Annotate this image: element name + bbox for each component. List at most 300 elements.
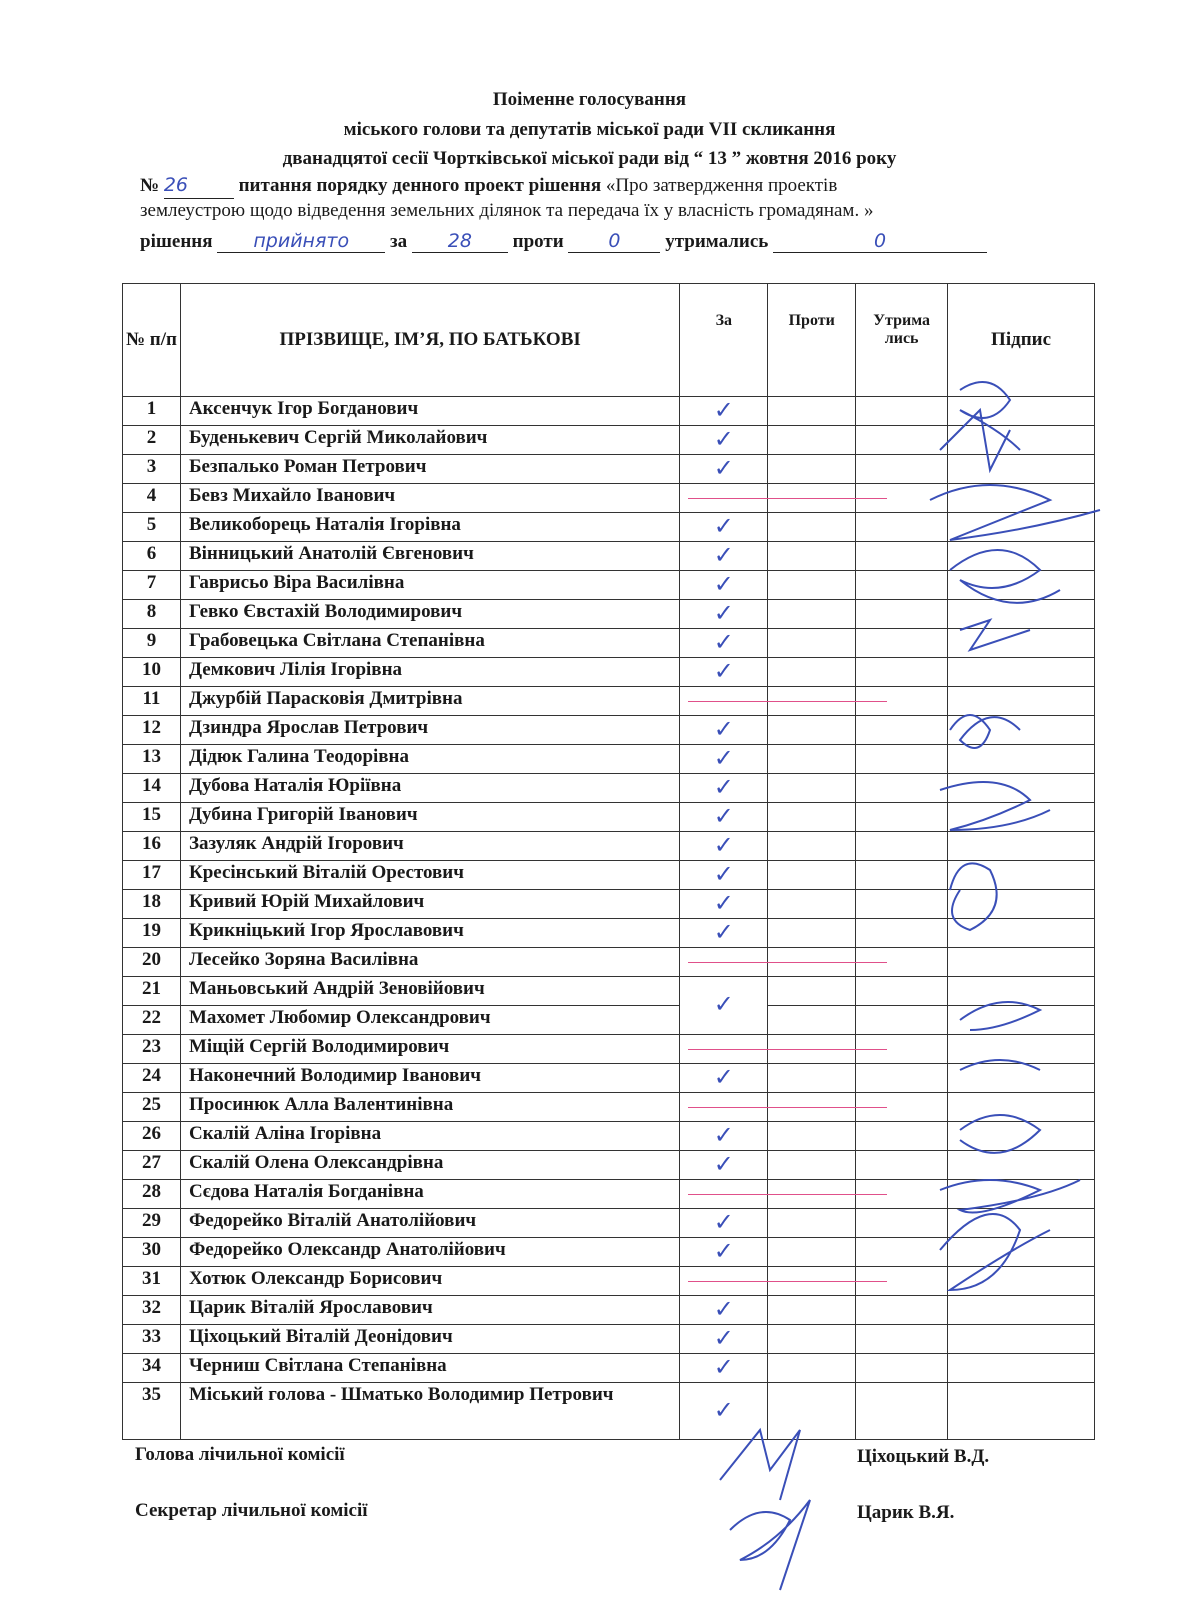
deputy-name: Джурбій Парасковія Дмитрівна bbox=[180, 687, 679, 716]
vote-za-cell bbox=[680, 1354, 768, 1383]
signature-cell bbox=[948, 687, 1095, 716]
table-row bbox=[123, 426, 1095, 455]
header-num: № п/п bbox=[123, 284, 181, 397]
voting-table bbox=[122, 283, 1095, 1440]
row-number: 11 bbox=[123, 687, 181, 716]
deputy-name: Грабовецька Світлана Степанівна bbox=[180, 629, 679, 658]
signature-cell bbox=[948, 600, 1095, 629]
vote-proty-cell bbox=[768, 803, 856, 832]
row-number: 22 bbox=[123, 1006, 181, 1035]
deputy-name: Аксенчук Ігор Богданович bbox=[180, 397, 679, 426]
vote-za-cell bbox=[680, 455, 768, 484]
table-row bbox=[123, 774, 1095, 803]
vote-za-cell bbox=[680, 426, 768, 455]
row-number: 15 bbox=[123, 803, 181, 832]
vote-proty-cell bbox=[768, 774, 856, 803]
utr-count: 0 bbox=[773, 230, 987, 253]
deputy-name: Лесейко Зоряна Василівна bbox=[180, 948, 679, 977]
vote-proty-cell bbox=[768, 1383, 856, 1440]
signature-cell bbox=[948, 1209, 1095, 1238]
vote-utr-cell bbox=[856, 571, 948, 600]
header-za: За bbox=[680, 284, 768, 397]
vote-utr-cell bbox=[856, 455, 948, 484]
vote-proty-cell bbox=[768, 397, 856, 426]
row-number: 2 bbox=[123, 426, 181, 455]
vote-utr-cell bbox=[856, 1122, 948, 1151]
vote-utr-cell bbox=[856, 1180, 948, 1209]
table-row bbox=[123, 629, 1095, 658]
commission-signatures bbox=[700, 1420, 840, 1600]
signature-cell bbox=[948, 513, 1095, 542]
vote-za-cell bbox=[680, 1267, 768, 1296]
vote-za-cell bbox=[680, 629, 768, 658]
checkmark-icon: ✓ bbox=[713, 453, 734, 482]
vote-za-cell bbox=[680, 600, 768, 629]
table-row bbox=[123, 1122, 1095, 1151]
deputy-name: Дубина Григорій Іванович bbox=[180, 803, 679, 832]
table-row bbox=[123, 861, 1095, 890]
signature-cell bbox=[948, 745, 1095, 774]
signature-cell bbox=[948, 1093, 1095, 1122]
vote-proty-cell bbox=[768, 861, 856, 890]
vote-proty-cell bbox=[768, 571, 856, 600]
deputy-name: Черниш Світлана Степанівна bbox=[180, 1354, 679, 1383]
table-row bbox=[123, 687, 1095, 716]
vote-utr-cell bbox=[856, 1238, 948, 1267]
signature-cell bbox=[948, 484, 1095, 513]
vote-proty-cell bbox=[768, 1093, 856, 1122]
row-number: 29 bbox=[123, 1209, 181, 1238]
table-row bbox=[123, 890, 1095, 919]
vote-za-cell bbox=[680, 687, 768, 716]
vote-proty-cell bbox=[768, 948, 856, 977]
table-row bbox=[123, 1151, 1095, 1180]
row-number: 23 bbox=[123, 1035, 181, 1064]
vote-proty-cell bbox=[768, 1122, 856, 1151]
table-row bbox=[123, 542, 1095, 571]
deputy-name: Дідюк Галина Теодорівна bbox=[180, 745, 679, 774]
row-number: 33 bbox=[123, 1325, 181, 1354]
checkmark-icon: ✓ bbox=[713, 743, 734, 772]
signature-cell bbox=[948, 1035, 1095, 1064]
deputy-name: Царик Віталій Ярославович bbox=[180, 1296, 679, 1325]
signature-cell bbox=[948, 1383, 1095, 1440]
deputy-name: Великоборець Наталія Ігорівна bbox=[180, 513, 679, 542]
utr-label: утримались bbox=[665, 231, 769, 252]
table-row bbox=[123, 1383, 1095, 1440]
table-header-row bbox=[123, 284, 1095, 397]
signature-cell bbox=[948, 426, 1095, 455]
checkmark-icon: ✓ bbox=[713, 990, 734, 1018]
row-number: 10 bbox=[123, 658, 181, 687]
table-row bbox=[123, 1209, 1095, 1238]
row-number: 30 bbox=[123, 1238, 181, 1267]
deputy-name: Скалій Аліна Ігорівна bbox=[180, 1122, 679, 1151]
signature-cell bbox=[948, 629, 1095, 658]
vote-utr-cell bbox=[856, 600, 948, 629]
signature-cell bbox=[948, 1325, 1095, 1354]
table-row bbox=[123, 658, 1095, 687]
vote-utr-cell bbox=[856, 1209, 948, 1238]
table-row bbox=[123, 832, 1095, 861]
checkmark-icon: ✓ bbox=[713, 656, 734, 685]
table-row bbox=[123, 1238, 1095, 1267]
table-row bbox=[123, 1296, 1095, 1325]
deputy-name: Наконечний Володимир Іванович bbox=[180, 1064, 679, 1093]
row-number: 3 bbox=[123, 455, 181, 484]
vote-utr-cell bbox=[856, 919, 948, 948]
signature-cell bbox=[948, 1151, 1095, 1180]
table-row bbox=[123, 1006, 1095, 1035]
row-number: 35 bbox=[123, 1383, 181, 1440]
checkmark-icon: ✓ bbox=[713, 830, 734, 859]
vote-proty-cell bbox=[768, 629, 856, 658]
table-row bbox=[123, 513, 1095, 542]
vote-za-cell bbox=[680, 774, 768, 803]
agenda-label: питання порядку денного проект рішення bbox=[238, 175, 602, 196]
deputy-name: Дубова Наталія Юріївна bbox=[180, 774, 679, 803]
vote-proty-cell bbox=[768, 426, 856, 455]
question-line bbox=[140, 172, 1092, 199]
signature-cell bbox=[948, 1267, 1095, 1296]
question-text-start: «Про затвердження проектів bbox=[605, 175, 838, 196]
vote-proty-cell bbox=[768, 919, 856, 948]
question-number-prefix: № bbox=[140, 175, 160, 196]
checkmark-icon: ✓ bbox=[713, 1352, 734, 1381]
row-number: 27 bbox=[123, 1151, 181, 1180]
signature-cell bbox=[948, 1064, 1095, 1093]
deputy-name: Гевко Євстахій Володимирович bbox=[180, 600, 679, 629]
deputy-name: Крикніцький Ігор Ярославович bbox=[180, 919, 679, 948]
row-number: 31 bbox=[123, 1267, 181, 1296]
vote-utr-cell bbox=[856, 1064, 948, 1093]
checkmark-icon: ✓ bbox=[713, 917, 734, 946]
document-title: Поіменне голосування bbox=[492, 89, 687, 110]
vote-za-cell bbox=[680, 1122, 768, 1151]
vote-za-cell bbox=[680, 571, 768, 600]
vote-proty-cell bbox=[768, 716, 856, 745]
vote-utr-cell bbox=[856, 890, 948, 919]
vote-proty-cell bbox=[768, 1296, 856, 1325]
vote-utr-cell bbox=[856, 397, 948, 426]
checkmark-icon: ✓ bbox=[713, 598, 734, 627]
deputy-name: Зазуляк Андрій Ігорович bbox=[180, 832, 679, 861]
vote-proty-cell bbox=[768, 1238, 856, 1267]
deputy-name: Маньовський Андрій Зеновійович bbox=[180, 977, 679, 1006]
decision-line bbox=[140, 230, 987, 253]
signature-cell bbox=[948, 1006, 1095, 1035]
deputy-name: Бевз Михайло Іванович bbox=[180, 484, 679, 513]
table-row bbox=[123, 455, 1095, 484]
vote-za-cell bbox=[680, 513, 768, 542]
signature-cell bbox=[948, 890, 1095, 919]
vote-utr-cell bbox=[856, 1267, 948, 1296]
checkmark-icon: ✓ bbox=[713, 1120, 734, 1149]
vote-za-cell bbox=[680, 1383, 768, 1440]
vote-za-cell bbox=[680, 1325, 768, 1354]
header-proty: Проти bbox=[768, 284, 856, 397]
vote-proty-cell bbox=[768, 1035, 856, 1064]
deputy-name: Федорейко Олександр Анатолійович bbox=[180, 1238, 679, 1267]
vote-za-cell bbox=[680, 803, 768, 832]
vote-utr-cell bbox=[856, 948, 948, 977]
vote-utr-cell bbox=[856, 1093, 948, 1122]
vote-za-cell bbox=[680, 977, 768, 1035]
vote-utr-cell bbox=[856, 426, 948, 455]
question-text-continuation: землеустрою щодо відведення земельних ділянок та передача їх у власність громадянам. » bbox=[140, 200, 874, 221]
row-number: 34 bbox=[123, 1354, 181, 1383]
row-number: 12 bbox=[123, 716, 181, 745]
table-row bbox=[123, 1180, 1095, 1209]
signature-cell bbox=[948, 571, 1095, 600]
checkmark-icon: ✓ bbox=[713, 714, 734, 743]
signature-cell bbox=[948, 1296, 1095, 1325]
checkmark-icon: ✓ bbox=[713, 395, 734, 424]
deputy-name: Вінницький Анатолій Євгенович bbox=[180, 542, 679, 571]
vote-proty-cell bbox=[768, 1006, 856, 1035]
table-row bbox=[123, 977, 1095, 1006]
vote-utr-cell bbox=[856, 803, 948, 832]
checkmark-icon: ✓ bbox=[713, 1323, 734, 1352]
vote-za-cell bbox=[680, 1151, 768, 1180]
checkmark-icon: ✓ bbox=[713, 569, 734, 598]
table-row bbox=[123, 484, 1095, 513]
vote-za-cell bbox=[680, 1296, 768, 1325]
deputy-name: Кривий Юрій Михайлович bbox=[180, 890, 679, 919]
row-number: 14 bbox=[123, 774, 181, 803]
checkmark-icon: ✓ bbox=[713, 540, 734, 569]
vote-za-cell bbox=[680, 542, 768, 571]
vote-za-cell bbox=[680, 890, 768, 919]
signature-cell bbox=[948, 455, 1095, 484]
vote-utr-cell bbox=[856, 484, 948, 513]
row-number: 24 bbox=[123, 1064, 181, 1093]
checkmark-icon: ✓ bbox=[713, 511, 734, 540]
checkmark-icon: ✓ bbox=[713, 772, 734, 801]
vote-za-cell bbox=[680, 658, 768, 687]
vote-utr-cell bbox=[856, 832, 948, 861]
vote-utr-cell bbox=[856, 1006, 948, 1035]
signature-cell bbox=[948, 948, 1095, 977]
vote-proty-cell bbox=[768, 832, 856, 861]
vote-utr-cell bbox=[856, 745, 948, 774]
vote-proty-cell bbox=[768, 1209, 856, 1238]
row-number: 18 bbox=[123, 890, 181, 919]
checkmark-icon: ✓ bbox=[713, 801, 734, 830]
table-row bbox=[123, 803, 1095, 832]
vote-za-cell bbox=[680, 1180, 768, 1209]
header-name: ПРІЗВИЩЕ, ІМ’Я, ПО БАТЬКОВІ bbox=[180, 284, 679, 397]
deputy-name: Ціхоцький Віталій Деонідович bbox=[180, 1325, 679, 1354]
checkmark-icon: ✓ bbox=[713, 1294, 734, 1323]
table-row bbox=[123, 1093, 1095, 1122]
deputy-name: Дзиндра Ярослав Петрович bbox=[180, 716, 679, 745]
deputy-name: Демкович Лілія Ігорівна bbox=[180, 658, 679, 687]
row-number: 32 bbox=[123, 1296, 181, 1325]
table-row bbox=[123, 919, 1095, 948]
signature-cell bbox=[948, 542, 1095, 571]
signature-cell bbox=[948, 803, 1095, 832]
chair-name: Ціхоцький В.Д. bbox=[857, 1446, 990, 1467]
vote-za-cell bbox=[680, 919, 768, 948]
checkmark-icon: ✓ bbox=[713, 888, 734, 917]
vote-proty-cell bbox=[768, 1325, 856, 1354]
row-number: 21 bbox=[123, 977, 181, 1006]
deputy-name: Скалій Олена Олександрівна bbox=[180, 1151, 679, 1180]
deputy-name: Просинюк Алла Валентинівна bbox=[180, 1093, 679, 1122]
vote-utr-cell bbox=[856, 861, 948, 890]
vote-proty-cell bbox=[768, 542, 856, 571]
signature-cell bbox=[948, 716, 1095, 745]
deputy-name: Сєдова Наталія Богданівна bbox=[180, 1180, 679, 1209]
row-number: 8 bbox=[123, 600, 181, 629]
deputy-name: Гаврисьо Віра Василівна bbox=[180, 571, 679, 600]
checkmark-icon: ✓ bbox=[713, 1062, 734, 1091]
signature-cell bbox=[948, 1238, 1095, 1267]
vote-za-cell bbox=[680, 1064, 768, 1093]
checkmark-icon: ✓ bbox=[713, 1395, 734, 1424]
deputy-name: Буденькевич Сергій Миколайович bbox=[180, 426, 679, 455]
table-row bbox=[123, 1325, 1095, 1354]
proty-label: проти bbox=[512, 231, 564, 252]
checkmark-icon: ✓ bbox=[713, 1149, 734, 1178]
row-number: 26 bbox=[123, 1122, 181, 1151]
vote-utr-cell bbox=[856, 1383, 948, 1440]
row-number: 5 bbox=[123, 513, 181, 542]
vote-utr-cell bbox=[856, 774, 948, 803]
checkmark-icon: ✓ bbox=[713, 424, 734, 453]
row-number: 9 bbox=[123, 629, 181, 658]
deputy-name: Хотюк Олександр Борисович bbox=[180, 1267, 679, 1296]
vote-za-cell bbox=[680, 861, 768, 890]
deputy-name: Міський голова - Шматько Володимир Петрович bbox=[180, 1383, 679, 1440]
secretary-label: Секретар лічильної комісії bbox=[135, 1500, 368, 1521]
vote-utr-cell bbox=[856, 716, 948, 745]
za-label: за bbox=[390, 231, 408, 252]
vote-utr-cell bbox=[856, 1035, 948, 1064]
deputy-name: Безпалько Роман Петрович bbox=[180, 455, 679, 484]
header-sign: Підпис bbox=[948, 284, 1095, 397]
checkmark-icon: ✓ bbox=[713, 1207, 734, 1236]
checkmark-icon: ✓ bbox=[713, 859, 734, 888]
vote-utr-cell bbox=[856, 1325, 948, 1354]
table-row bbox=[123, 745, 1095, 774]
secretary-name: Царик В.Я. bbox=[857, 1502, 955, 1523]
checkmark-icon: ✓ bbox=[713, 1236, 734, 1265]
decision-value: прийнято bbox=[217, 230, 385, 253]
row-number: 13 bbox=[123, 745, 181, 774]
vote-proty-cell bbox=[768, 977, 856, 1006]
deputy-name: Кресінський Віталій Орестович bbox=[180, 861, 679, 890]
vote-proty-cell bbox=[768, 1354, 856, 1383]
document-subtitle: міського голови та депутатів міської ради VII скликання bbox=[343, 119, 836, 140]
row-number: 20 bbox=[123, 948, 181, 977]
vote-proty-cell bbox=[768, 600, 856, 629]
deputy-name: Федорейко Віталій Анатолійович bbox=[180, 1209, 679, 1238]
question-number: 26 bbox=[164, 172, 234, 199]
row-number: 6 bbox=[123, 542, 181, 571]
table-row bbox=[123, 1035, 1095, 1064]
deputy-name: Міщій Сергій Володимирович bbox=[180, 1035, 679, 1064]
vote-za-cell bbox=[680, 1238, 768, 1267]
vote-utr-cell bbox=[856, 658, 948, 687]
deputy-name: Махомет Любомир Олександрович bbox=[180, 1006, 679, 1035]
row-number: 25 bbox=[123, 1093, 181, 1122]
signature-cell bbox=[948, 919, 1095, 948]
vote-za-cell bbox=[680, 1209, 768, 1238]
decision-label: рішення bbox=[140, 231, 213, 252]
table-row bbox=[123, 1064, 1095, 1093]
vote-utr-cell bbox=[856, 1151, 948, 1180]
vote-proty-cell bbox=[768, 484, 856, 513]
row-number: 16 bbox=[123, 832, 181, 861]
vote-proty-cell bbox=[768, 455, 856, 484]
vote-proty-cell bbox=[768, 745, 856, 774]
vote-za-cell bbox=[680, 948, 768, 977]
vote-za-cell bbox=[680, 397, 768, 426]
vote-proty-cell bbox=[768, 687, 856, 716]
vote-utr-cell bbox=[856, 542, 948, 571]
session-line: дванадцятої сесії Чортківської міської ради від “ 13 ” жовтня 2016 року bbox=[282, 148, 897, 169]
signature-cell bbox=[948, 774, 1095, 803]
secretary-signature bbox=[730, 1500, 810, 1590]
table-row bbox=[123, 716, 1095, 745]
vote-proty-cell bbox=[768, 513, 856, 542]
table-row bbox=[123, 397, 1095, 426]
za-count: 28 bbox=[412, 230, 508, 253]
vote-proty-cell bbox=[768, 1064, 856, 1093]
vote-utr-cell bbox=[856, 629, 948, 658]
vote-za-cell bbox=[680, 716, 768, 745]
row-number: 1 bbox=[123, 397, 181, 426]
chair-signature bbox=[720, 1430, 800, 1500]
vote-utr-cell bbox=[856, 977, 948, 1006]
signature-cell bbox=[948, 397, 1095, 426]
signature-cell bbox=[948, 977, 1095, 1006]
vote-utr-cell bbox=[856, 513, 948, 542]
header-utr: Утрима лись bbox=[856, 284, 948, 397]
vote-za-cell bbox=[680, 1093, 768, 1122]
row-number: 4 bbox=[123, 484, 181, 513]
vote-za-cell bbox=[680, 1035, 768, 1064]
row-number: 19 bbox=[123, 919, 181, 948]
signature-cell bbox=[948, 861, 1095, 890]
vote-utr-cell bbox=[856, 687, 948, 716]
signature-cell bbox=[948, 1122, 1095, 1151]
signature-cell bbox=[948, 658, 1095, 687]
table-row bbox=[123, 1267, 1095, 1296]
vote-utr-cell bbox=[856, 1354, 948, 1383]
table-row bbox=[123, 1354, 1095, 1383]
vote-proty-cell bbox=[768, 890, 856, 919]
table-row bbox=[123, 571, 1095, 600]
row-number: 7 bbox=[123, 571, 181, 600]
signature-cell bbox=[948, 832, 1095, 861]
vote-proty-cell bbox=[768, 1151, 856, 1180]
vote-proty-cell bbox=[768, 1267, 856, 1296]
vote-za-cell bbox=[680, 745, 768, 774]
checkmark-icon: ✓ bbox=[713, 627, 734, 656]
vote-proty-cell bbox=[768, 658, 856, 687]
vote-za-cell bbox=[680, 484, 768, 513]
vote-utr-cell bbox=[856, 1296, 948, 1325]
row-number: 28 bbox=[123, 1180, 181, 1209]
table-row bbox=[123, 600, 1095, 629]
vote-za-cell bbox=[680, 832, 768, 861]
chair-label: Голова лічильної комісії bbox=[135, 1444, 345, 1465]
table-row bbox=[123, 948, 1095, 977]
signature-cell bbox=[948, 1180, 1095, 1209]
